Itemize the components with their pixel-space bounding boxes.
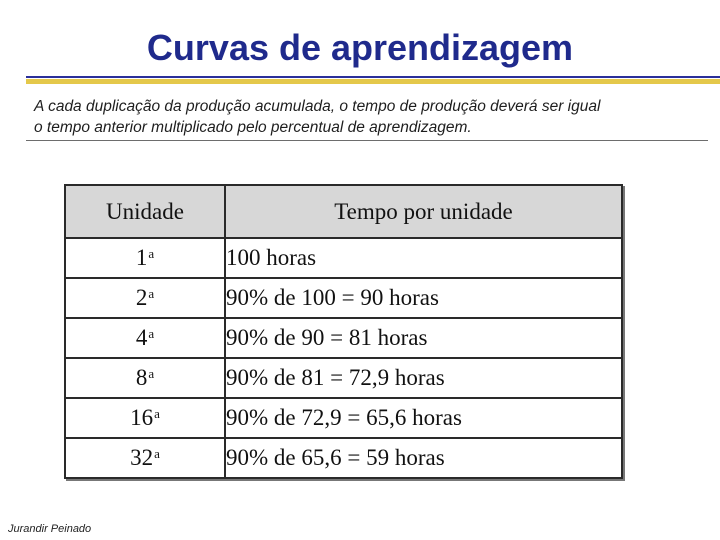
- time-cell: 90% de 90 = 81 horas: [225, 318, 622, 358]
- time-cell: 90% de 72,9 = 65,6 horas: [225, 398, 622, 438]
- table-row: [65, 438, 622, 478]
- unit-number: 8: [135, 365, 148, 390]
- time-cell: 90% de 65,6 = 59 horas: [225, 438, 622, 478]
- time-cell: 90% de 100 = 90 horas: [225, 278, 622, 318]
- time-cell: 100 horas: [225, 238, 622, 278]
- unit-number: 4: [135, 325, 148, 350]
- table-row: [65, 238, 622, 278]
- unit-number: 32: [130, 445, 154, 470]
- header-unidade: Unidade: [65, 185, 225, 238]
- time-cell: 90% de 81 = 72,9 horas: [225, 358, 622, 398]
- unit-cell: [65, 238, 225, 278]
- header-tempo-por-unidade: Tempo por unidade: [225, 185, 622, 238]
- subtitle-line-1: A cada duplicação da produção acumulada, o tempo de produção deverá ser igual: [34, 98, 601, 115]
- unit-number: 16: [130, 405, 154, 430]
- unit-number: 1: [135, 245, 148, 270]
- slide-title: Curvas de aprendizagem: [146, 27, 574, 68]
- unit-ordinal: a: [148, 246, 155, 261]
- unit-ordinal: a: [148, 286, 155, 301]
- unit-ordinal: a: [154, 446, 160, 461]
- slide-subtitle: [34, 96, 710, 138]
- subtitle-rule: [26, 140, 708, 141]
- unit-ordinal: a: [148, 326, 155, 341]
- unit-ordinal: a: [154, 406, 160, 421]
- title-rule-blue: [26, 76, 720, 78]
- table-row: [65, 358, 622, 398]
- table-row: [65, 278, 622, 318]
- author-credit: Jurandir Peinado: [8, 523, 92, 535]
- unit-cell: [65, 398, 225, 438]
- unit-cell: [65, 318, 225, 358]
- unit-cell: [65, 358, 225, 398]
- unit-number: 2: [135, 285, 148, 310]
- title-rule-gold: [26, 79, 720, 84]
- unit-cell: [65, 278, 225, 318]
- table-header-row: [65, 185, 622, 238]
- unit-ordinal: a: [148, 366, 155, 381]
- learning-curve-table: [64, 184, 623, 479]
- unit-cell: [65, 438, 225, 478]
- subtitle-line-2: o tempo anterior multiplicado pelo percentual de aprendizagem.: [34, 119, 472, 136]
- table-row: [65, 398, 622, 438]
- table-row: [65, 318, 622, 358]
